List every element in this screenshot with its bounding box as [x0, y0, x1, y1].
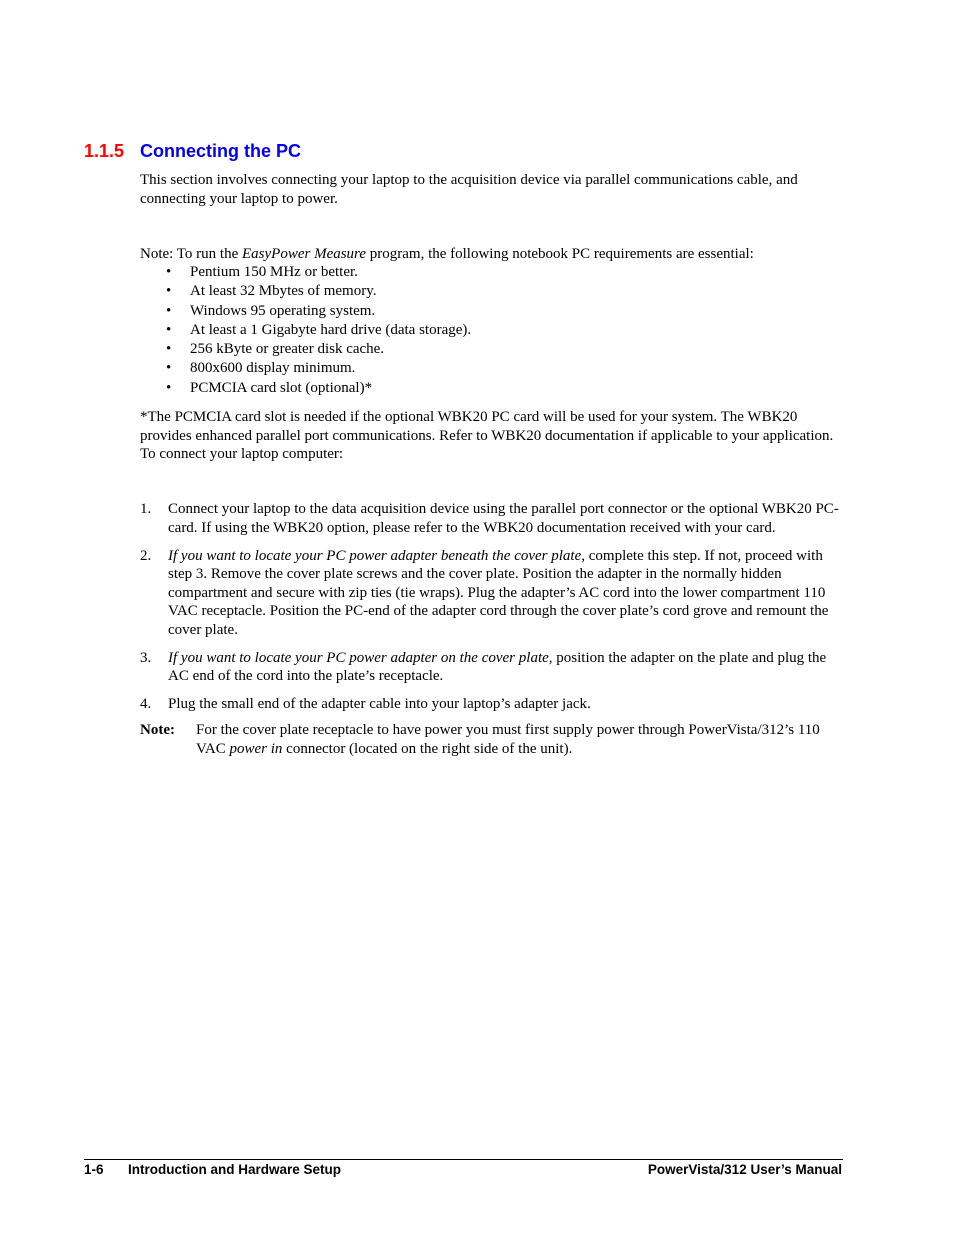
bullet-icon: •	[166, 283, 172, 300]
list-item	[140, 359, 471, 378]
step-item	[140, 500, 840, 537]
step-italic-text: If you want to locate your PC power adapter on the cover plate	[168, 649, 549, 666]
footer-left	[84, 1162, 341, 1178]
list-item-text: Pentium 150 MHz or better.	[190, 264, 358, 280]
list-item-text: At least 32 Mbytes of memory.	[190, 283, 377, 300]
list-item	[140, 379, 471, 398]
list-item-text: Windows 95 operating system.	[190, 302, 376, 319]
manual-title: PowerVista/312 User’s Manual	[647, 1162, 842, 1177]
steps-list	[140, 500, 840, 723]
requirements-note	[140, 245, 840, 264]
step-number: 1.	[140, 501, 152, 517]
list-item-text: PCMCIA card slot (optional)*	[190, 379, 373, 396]
pcmcia-paragraph: *The PCMCIA card slot is needed if the optional WBK20 PC card will be used for your system. The WBK20 provides enhanced parallel port communications. Refer to WBK20 documentation if applicable to your application. To connect your laptop computer:	[140, 409, 834, 462]
list-item	[140, 263, 471, 282]
list-item	[140, 282, 471, 301]
page-number: 1-6	[84, 1162, 104, 1177]
note-text-pre: For the cover plate receptacle to have power you must first supply power through PowerVista/312’s 110 VAC	[196, 722, 820, 757]
section-title: Connecting the PC	[140, 141, 301, 161]
list-item	[140, 321, 471, 340]
bullet-icon: •	[166, 264, 172, 280]
section-number: 1.1.5	[84, 141, 125, 161]
step-text: , position the adapter on the plate and plug the AC end of the cord into the plate’s receptacle.	[168, 649, 827, 684]
requirements-note-suffix: program, the following notebook PC requirements are essential:	[366, 246, 754, 262]
note-text-italic: power in	[229, 740, 283, 757]
requirements-note-prefix: Note: To run the	[140, 246, 242, 262]
step-number: 4.	[140, 696, 152, 712]
list-item	[140, 340, 471, 359]
step-text: Plug the small end of the adapter cable into your laptop’s adapter jack.	[168, 696, 591, 712]
step-item	[140, 547, 840, 640]
step-number: 2.	[140, 547, 152, 564]
step-item	[140, 695, 840, 714]
chapter-title: Introduction and Hardware Setup	[128, 1162, 342, 1177]
program-name: EasyPower Measure	[242, 246, 366, 262]
step-item	[140, 649, 840, 686]
step-text: Connect your laptop to the data acquisition device using the parallel port connector or the optional WBK20 PC-card. If using the WBK20 option, please refer to the WBK20 documentation received with your card.	[168, 501, 839, 536]
bullet-icon: •	[166, 321, 172, 338]
list-item-text: At least a 1 Gigabyte hard drive (data storage).	[190, 321, 472, 338]
note-text-post: connector (located on the right side of the unit).	[282, 740, 573, 757]
bullet-icon: •	[166, 379, 172, 396]
final-note	[140, 721, 840, 758]
list-item-text: 256 kByte or greater disk cache.	[190, 341, 385, 358]
list-item-text: 800x600 display minimum.	[190, 360, 356, 377]
section-heading	[84, 140, 301, 162]
footer-divider	[84, 1159, 843, 1160]
bullet-icon: •	[166, 302, 172, 319]
step-number: 3.	[140, 649, 152, 666]
note-label: Note:	[140, 722, 175, 738]
requirements-list	[140, 263, 471, 398]
bullet-icon: •	[166, 341, 172, 358]
note-text	[196, 721, 840, 758]
step-text: , complete this step. If not, proceed with step 3. Remove the cover plate screws and the cover plate. Position the adapter in the normally hidden compartment and secure with zip ties (tie wraps). Plug the adapter’s AC cord into the lower compartment 110 VAC receptacle. Position the PC-end of the adapter cord through the cover plate’s cord grove and remount the cover plate.	[168, 547, 829, 638]
bullet-icon: •	[166, 360, 172, 377]
step-italic-text: If you want to locate your PC power adapter beneath the cover plate	[168, 547, 582, 564]
intro-paragraph: This section involves connecting your laptop to the acquisition device via parallel communications cable, and connecting your laptop to power.	[140, 172, 798, 207]
list-item	[140, 302, 471, 321]
